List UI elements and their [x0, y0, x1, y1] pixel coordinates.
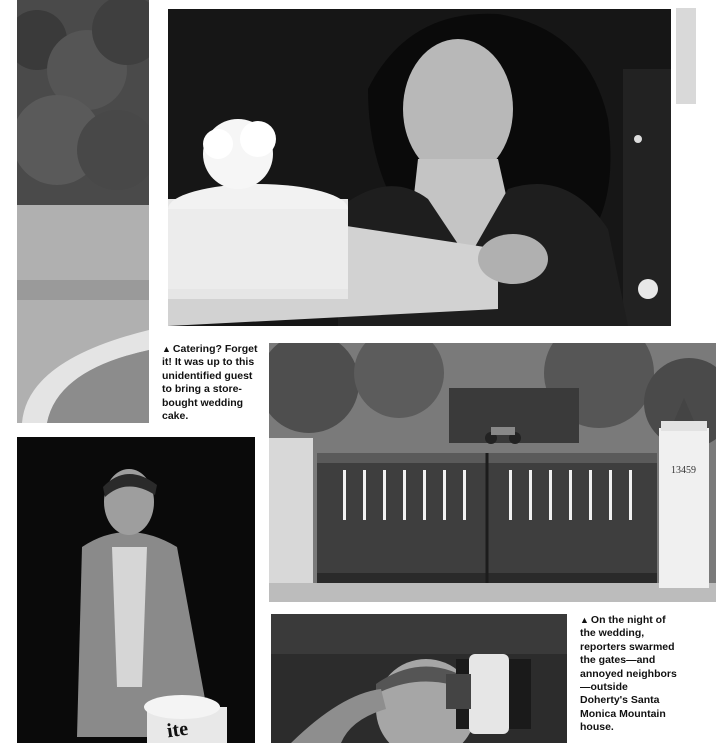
gates-caption: [580, 614, 678, 735]
gates-photo: [269, 343, 716, 602]
cake-caption: [162, 343, 262, 423]
bag-lettering: ite: [165, 717, 190, 743]
triangle-up-icon: ▲: [162, 344, 171, 354]
gate-address-number: 13459: [671, 465, 696, 476]
cake-guest-photo: [168, 9, 671, 326]
triangle-up-icon: ▲: [580, 615, 589, 625]
section-tab: [676, 8, 696, 104]
gates-caption-text: On the night of the wedding, reporters swarmed the gates—and annoyed neighbors—outside Doherty's Santa Monica Mountain house.: [580, 614, 677, 734]
man-jacket-photo: [17, 437, 255, 743]
paparazzi-photo: [271, 614, 567, 743]
cake-caption-text: Catering? Forget it! It was up to this unidentified guest to bring a store-bought wedding cake.: [162, 343, 258, 423]
driveway-photo: [17, 0, 149, 423]
